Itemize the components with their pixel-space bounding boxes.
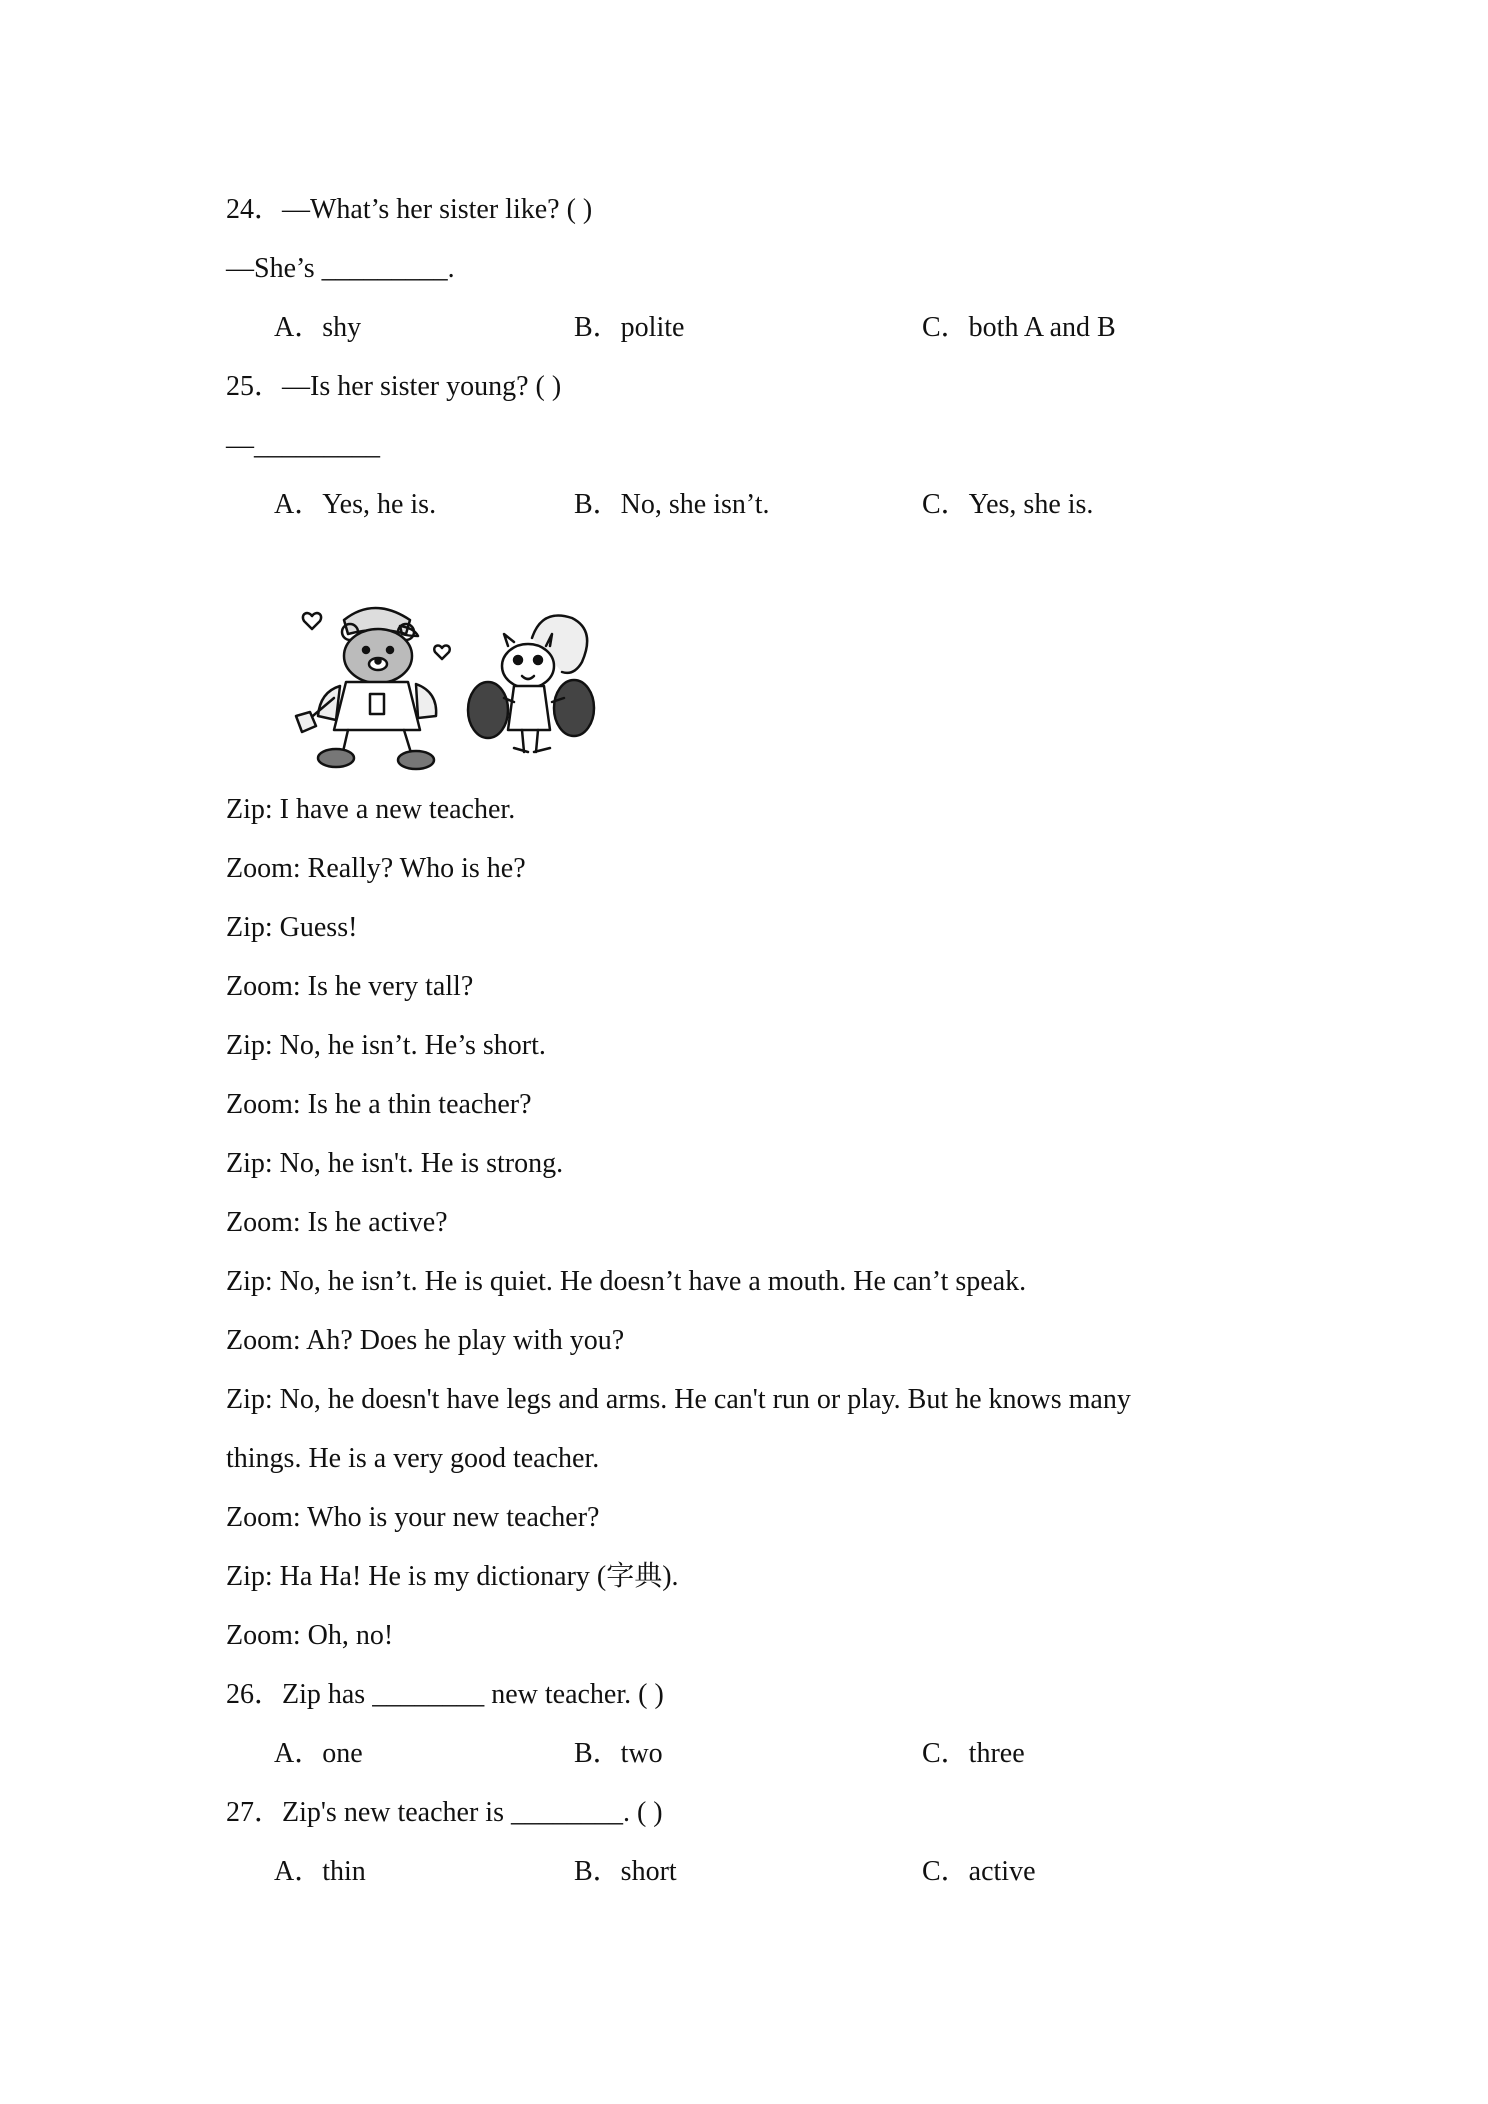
- dialogue-line: Zip: No, he isn't. He is strong.: [226, 1148, 564, 1179]
- q25-option-b: B．No, she isn’t.: [574, 489, 770, 520]
- q25-option-c: C．Yes, she is.: [922, 489, 1094, 520]
- dialogue-line: Zoom: Is he active?: [226, 1207, 448, 1238]
- q26-option-a: A．one: [274, 1738, 363, 1769]
- dialogue-line: Zoom: Oh, no!: [226, 1620, 394, 1651]
- q27-option-b: B．short: [574, 1856, 677, 1887]
- dialogue-line: Zip: Guess!: [226, 912, 358, 943]
- q25-option-a: A．Yes, he is.: [274, 489, 437, 520]
- q24-question: 24．—What’s her sister like? ( ): [226, 194, 593, 225]
- q25-question: 25．—Is her sister young? ( ): [226, 371, 562, 402]
- dialogue-line: Zip: Ha Ha! He is my dictionary (字典).: [226, 1561, 679, 1592]
- bear-icon: [296, 608, 450, 769]
- q24-option-b: B．polite: [574, 312, 685, 343]
- dialogue-line: Zip: No, he doesn't have legs and arms. He can't run or play. But he knows many: [226, 1384, 1131, 1415]
- dialogue-line: Zoom: Is he very tall?: [226, 971, 474, 1002]
- q24-prompt: —She’s _________.: [226, 253, 455, 284]
- dialogue-line: Zoom: Who is your new teacher?: [226, 1502, 600, 1533]
- dialogue-line: Zip: No, he isn’t. He’s short.: [226, 1030, 546, 1061]
- dialogue-line: Zoom: Ah? Does he play with you?: [226, 1325, 625, 1356]
- dialogue-line: things. He is a very good teacher.: [226, 1443, 600, 1474]
- q26-option-b: B．two: [574, 1738, 663, 1769]
- q26-question: 26．Zip has ________ new teacher. ( ): [226, 1679, 664, 1710]
- q26-option-c: C．three: [922, 1738, 1025, 1769]
- dialogue-line: Zoom: Is he a thin teacher?: [226, 1089, 532, 1120]
- zip-zoom-illustration: [282, 598, 612, 778]
- squirrel-icon: [468, 616, 594, 753]
- dialogue-line: Zip: No, he isn’t. He is quiet. He doesn’t have a mouth. He can’t speak.: [226, 1266, 1027, 1297]
- q24-option-a: A．shy: [274, 312, 362, 343]
- q24-option-c: C．both A and B: [922, 312, 1116, 343]
- dialogue-line: Zip: I have a new teacher.: [226, 794, 516, 825]
- q25-prompt: —_________: [226, 430, 380, 461]
- q27-option-c: C．active: [922, 1856, 1036, 1887]
- q27-option-a: A．thin: [274, 1856, 366, 1887]
- dialogue-line: Zoom: Really? Who is he?: [226, 853, 526, 884]
- q27-question: 27．Zip's new teacher is ________. ( ): [226, 1797, 663, 1828]
